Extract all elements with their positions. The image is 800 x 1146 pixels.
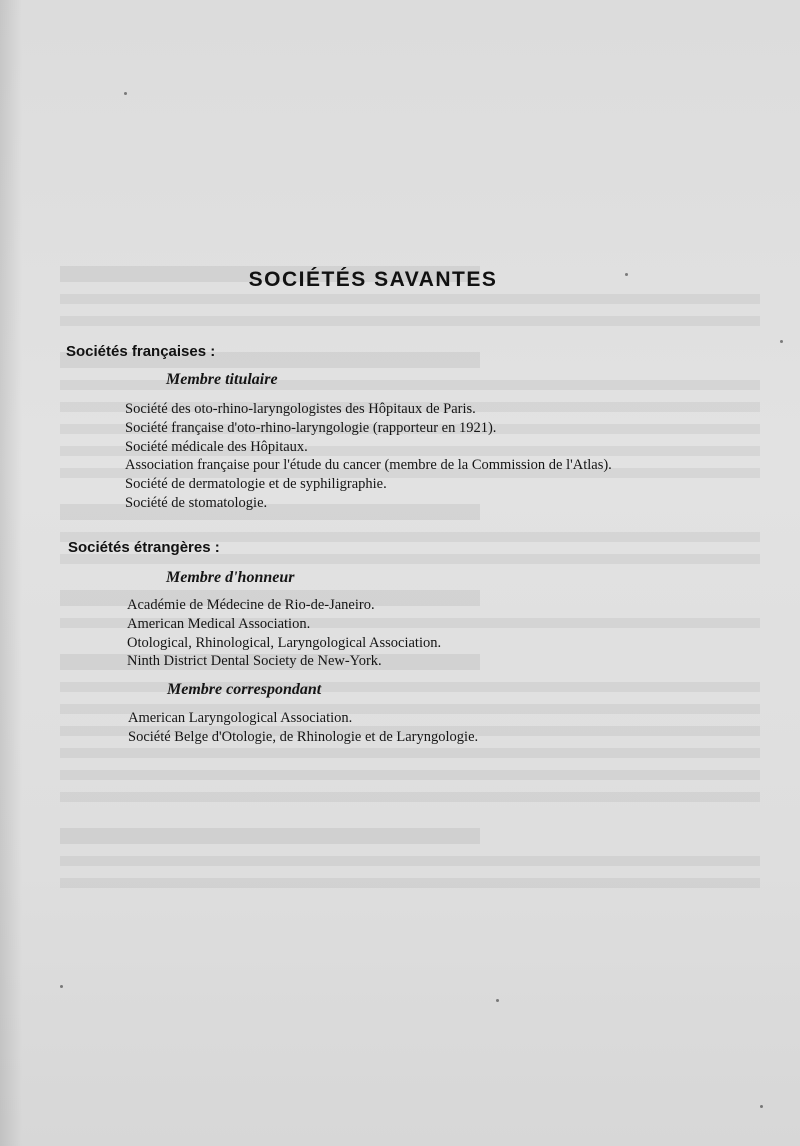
list-item: Société médicale des Hôpitaux.	[125, 438, 308, 455]
paper-speck	[625, 273, 628, 276]
list-item: Association française pour l'étude du cancer (membre de la Commission de l'Atlas).	[125, 457, 612, 474]
list-item: American Laryngological Association.	[128, 710, 353, 726]
paper-speck	[780, 340, 783, 343]
list-item: Société de stomatologie.	[125, 494, 268, 511]
section-heading-foreign: Sociétés étrangères :	[68, 539, 220, 556]
section-heading-french: Sociétés françaises :	[66, 343, 216, 360]
subheading-membre-titulaire: Membre titulaire	[166, 371, 278, 388]
subheading-membre-correspondant: Membre correspondant	[167, 681, 322, 698]
list-item: Société de dermatologie et de syphiligraphie.	[125, 476, 387, 493]
list-item: Société Belge d'Otologie, de Rhinologie et de Laryngologie.	[128, 728, 479, 745]
page-title: SOCIÉTÉS SAVANTES	[248, 268, 498, 291]
french-societies-list	[125, 400, 612, 513]
paper-speck	[760, 1105, 763, 1108]
list-item: American Medical Association.	[127, 615, 311, 632]
page-edge-shadow	[0, 0, 22, 1146]
honorary-societies-list	[127, 596, 441, 671]
list-item: Otological, Rhinological, Laryngological Association.	[127, 634, 442, 651]
list-item: Société française d'oto-rhino-laryngologie (rapporteur en 1921).	[125, 419, 497, 436]
paper-speck	[496, 999, 499, 1002]
list-item: Ninth District Dental Society de New-York.	[127, 653, 382, 670]
paper-speck	[60, 985, 63, 988]
subheading-membre-honneur: Membre d'honneur	[166, 569, 295, 586]
list-item: Académie de Médecine de Rio-de-Janeiro.	[127, 597, 375, 613]
list-item: Société des oto-rhino-laryngologistes des Hôpitaux de Paris.	[125, 401, 476, 417]
paper-speck	[124, 92, 127, 95]
show-through-texture	[60, 240, 760, 900]
corresponding-societies-list	[128, 709, 478, 747]
